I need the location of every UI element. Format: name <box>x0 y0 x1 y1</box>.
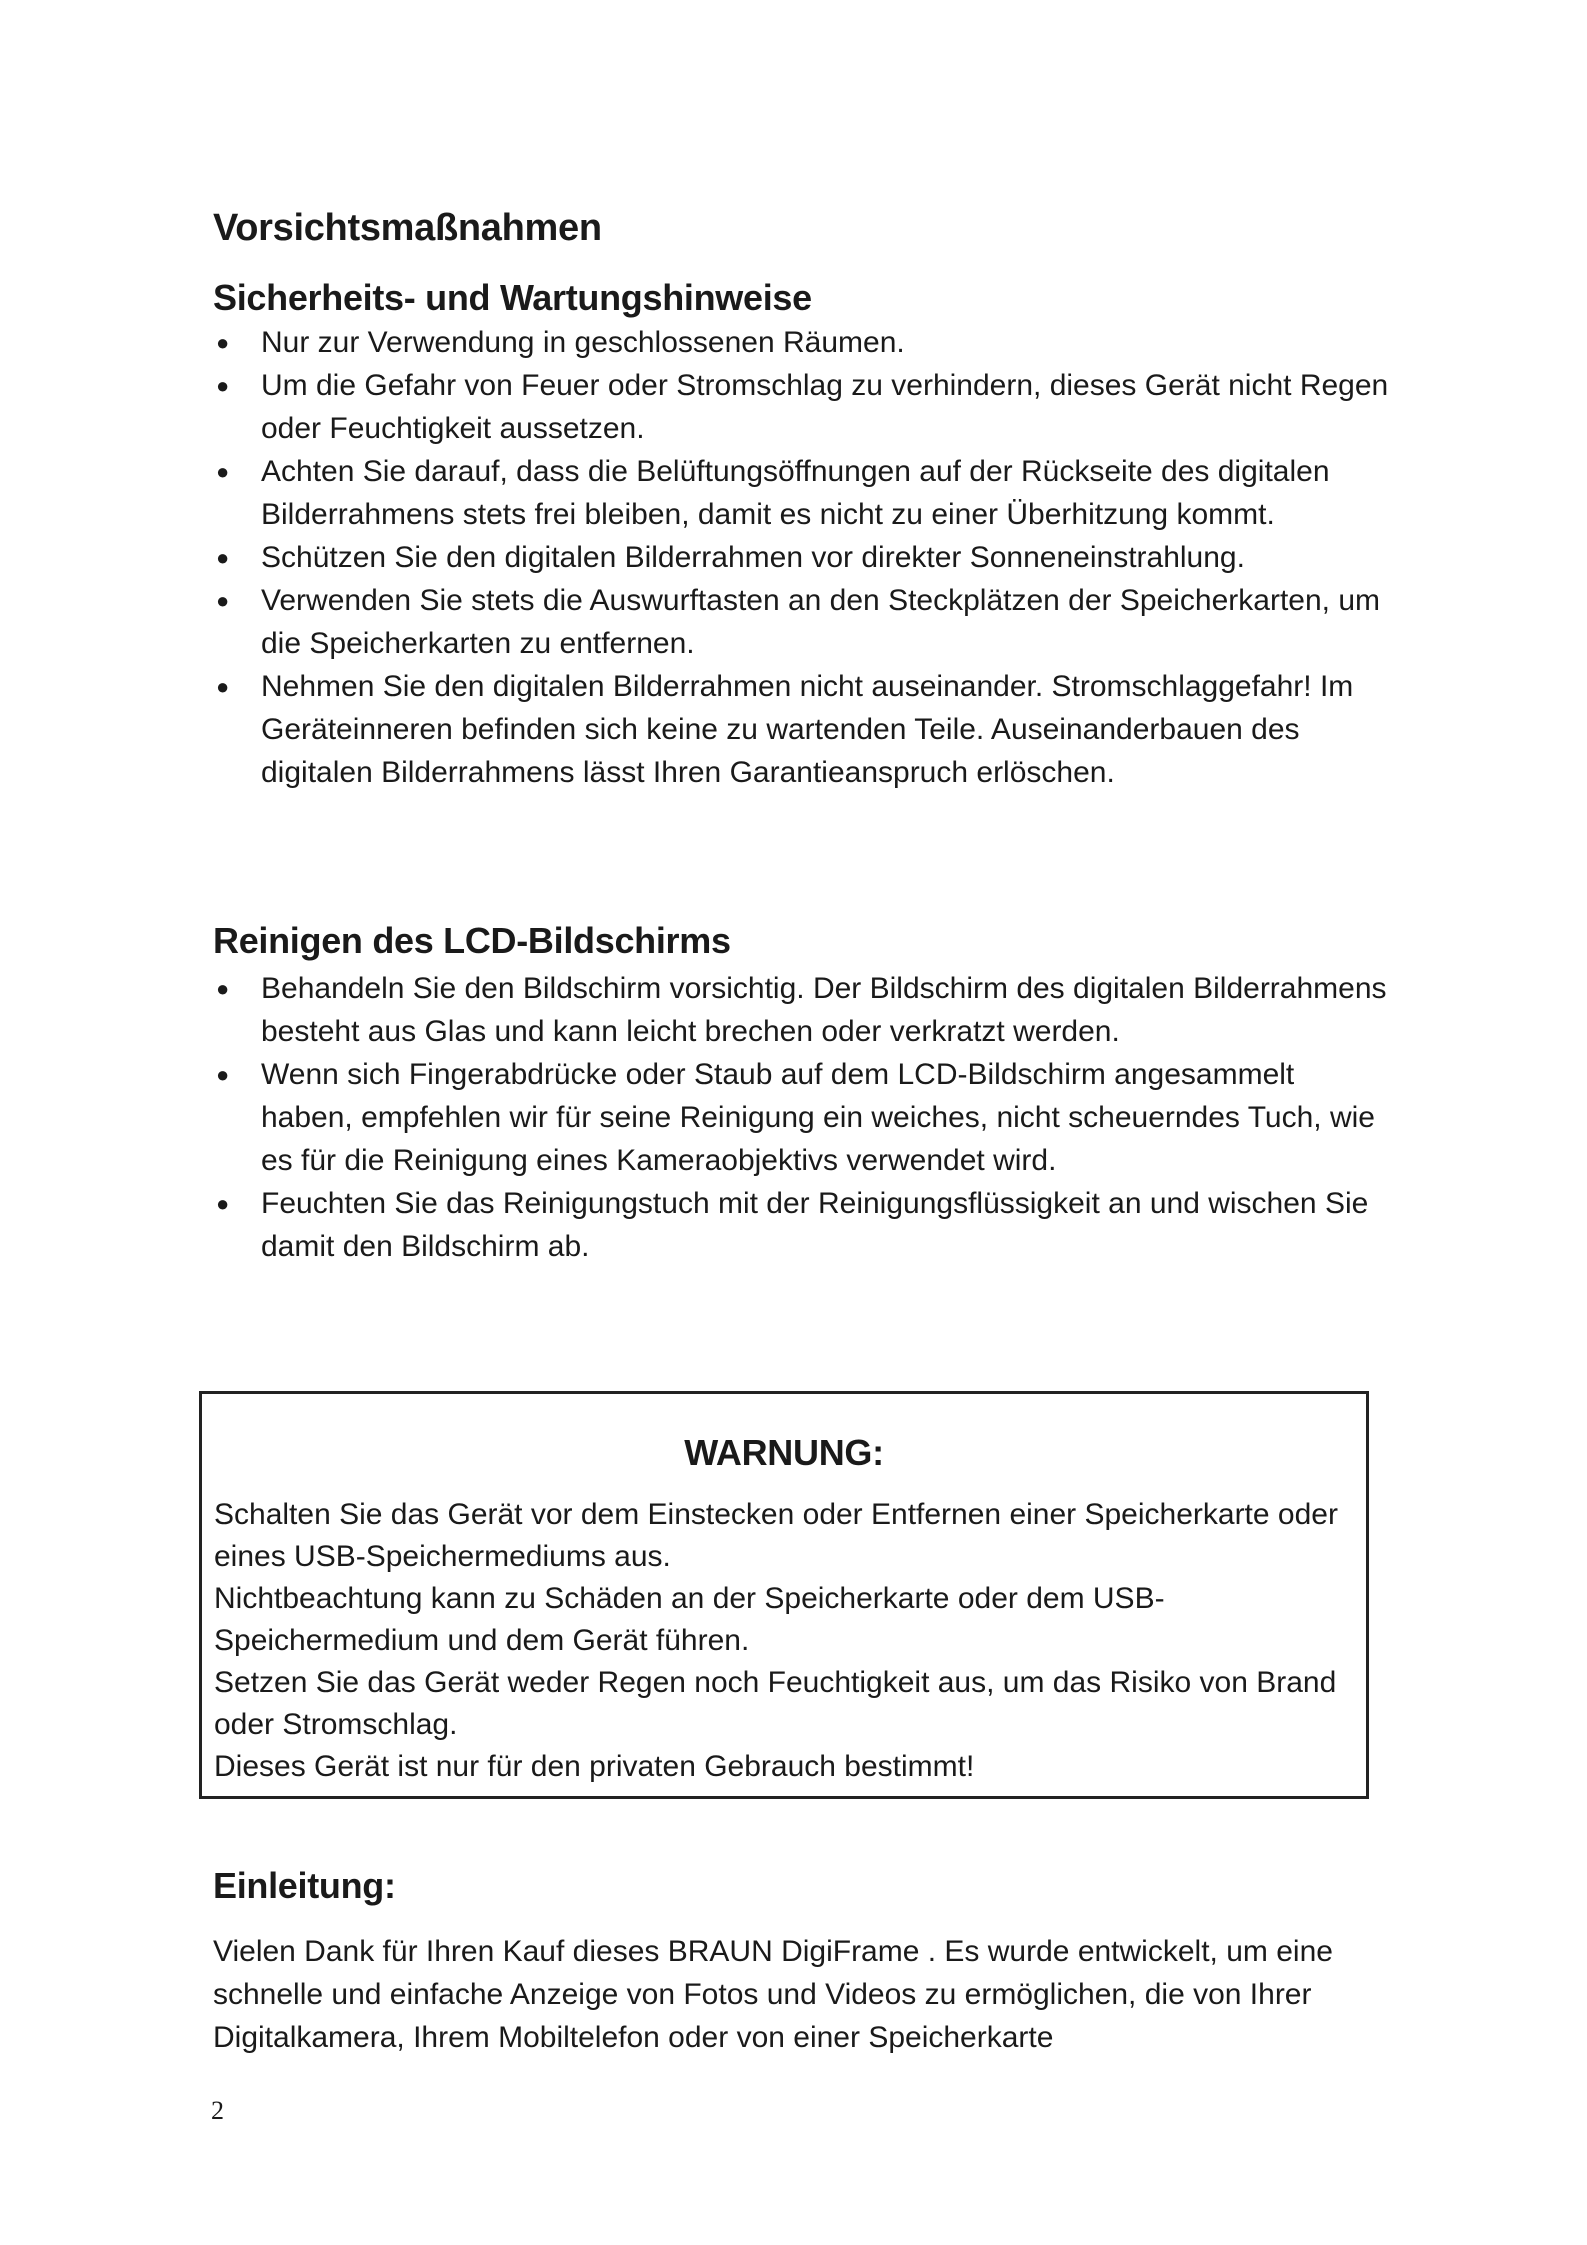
bullet-icon: ● <box>216 459 230 484</box>
bullet-icon: ● <box>216 330 230 355</box>
warning-line: Setzen Sie das Gerät weder Regen noch Feuchtigkeit aus, um das Risiko von Brand oder Stromschlag. <box>214 1666 1337 1741</box>
bullet-icon: ● <box>216 545 230 570</box>
section-heading-safety: Sicherheits- und Wartungshinweise <box>213 277 812 318</box>
warning-line: Schalten Sie das Gerät vor dem Einstecken oder Entfernen einer Speicherkarte oder eines USB-Speichermediums aus. <box>214 1498 1338 1573</box>
bullet-icon: ● <box>216 976 230 1001</box>
warning-text <box>214 1494 1344 1788</box>
list-item: ● Schützen Sie den digitalen Bilderrahmen vor direkter Sonneneinstrahlung. <box>213 536 1393 579</box>
bullet-icon: ● <box>216 674 230 699</box>
list-item: ● Achten Sie darauf, dass die Belüftungsöffnungen auf der Rückseite des digitalen Bilderrahmens stets frei bleiben, damit es nicht zu einer Überhitzung kommt. <box>213 450 1393 536</box>
bullet-icon: ● <box>216 1191 230 1216</box>
warning-box <box>199 1391 1369 1799</box>
bullet-icon: ● <box>216 1062 230 1087</box>
warning-line: Nichtbeachtung kann zu Schäden an der Speicherkarte oder dem USB-Speichermedium und dem Gerät führen. <box>214 1582 1165 1657</box>
cleaning-list <box>213 967 1393 1268</box>
bullet-icon: ● <box>216 588 230 613</box>
section-heading-intro: Einleitung: <box>213 1865 396 1906</box>
list-item: ● Verwenden Sie stets die Auswurftasten an den Steckplätzen der Speicherkarten, um die Speicherkarten zu entfernen. <box>213 579 1393 665</box>
list-item: ● Wenn sich Fingerabdrücke oder Staub auf dem LCD-Bildschirm angesammelt haben, empfehlen wir für seine Reinigung ein weiches, nicht scheuerndes Tuch, wie es für die Reinigung eines Kameraobjektivs verwendet wird. <box>213 1053 1393 1182</box>
list-item: ● Um die Gefahr von Feuer oder Stromschlag zu verhindern, dieses Gerät nicht Regen oder Feuchtigkeit aussetzen. <box>213 364 1393 450</box>
safety-list <box>213 321 1393 794</box>
list-item: ● Nur zur Verwendung in geschlossenen Räumen. <box>213 321 1393 364</box>
page-title: Vorsichtsmaßnahmen <box>213 207 602 249</box>
warning-line: Dieses Gerät ist nur für den privaten Gebrauch bestimmt! <box>214 1750 975 1783</box>
intro-paragraph: Vielen Dank für Ihren Kauf dieses BRAUN DigiFrame . Es wurde entwickelt, um eine schnelle und einfache Anzeige von Fotos und Videos zu ermöglichen, die von Ihrer Digitalkamera, Ihrem Mobiltelefon oder von einer Speicherkarte <box>213 1935 1333 2054</box>
page-number: 2 <box>211 2096 224 2125</box>
list-item: ● Feuchten Sie das Reinigungstuch mit der Reinigungsflüssigkeit an und wischen Sie damit den Bildschirm ab. <box>213 1182 1393 1268</box>
list-item: ● Nehmen Sie den digitalen Bilderrahmen nicht auseinander. Stromschlaggefahr! Im Geräteinneren befinden sich keine zu wartenden Teile. Auseinanderbauen des digitalen Bilderrahmens lässt Ihren Garantieanspruch erlöschen. <box>213 665 1393 794</box>
list-item: ● Behandeln Sie den Bildschirm vorsichtig. Der Bildschirm des digitalen Bilderrahmens besteht aus Glas und kann leicht brechen oder verkratzt werden. <box>213 967 1393 1053</box>
bullet-icon: ● <box>216 373 230 398</box>
warning-title: WARNUNG: <box>684 1432 884 1473</box>
section-heading-cleaning: Reinigen des LCD-Bildschirms <box>213 920 731 961</box>
